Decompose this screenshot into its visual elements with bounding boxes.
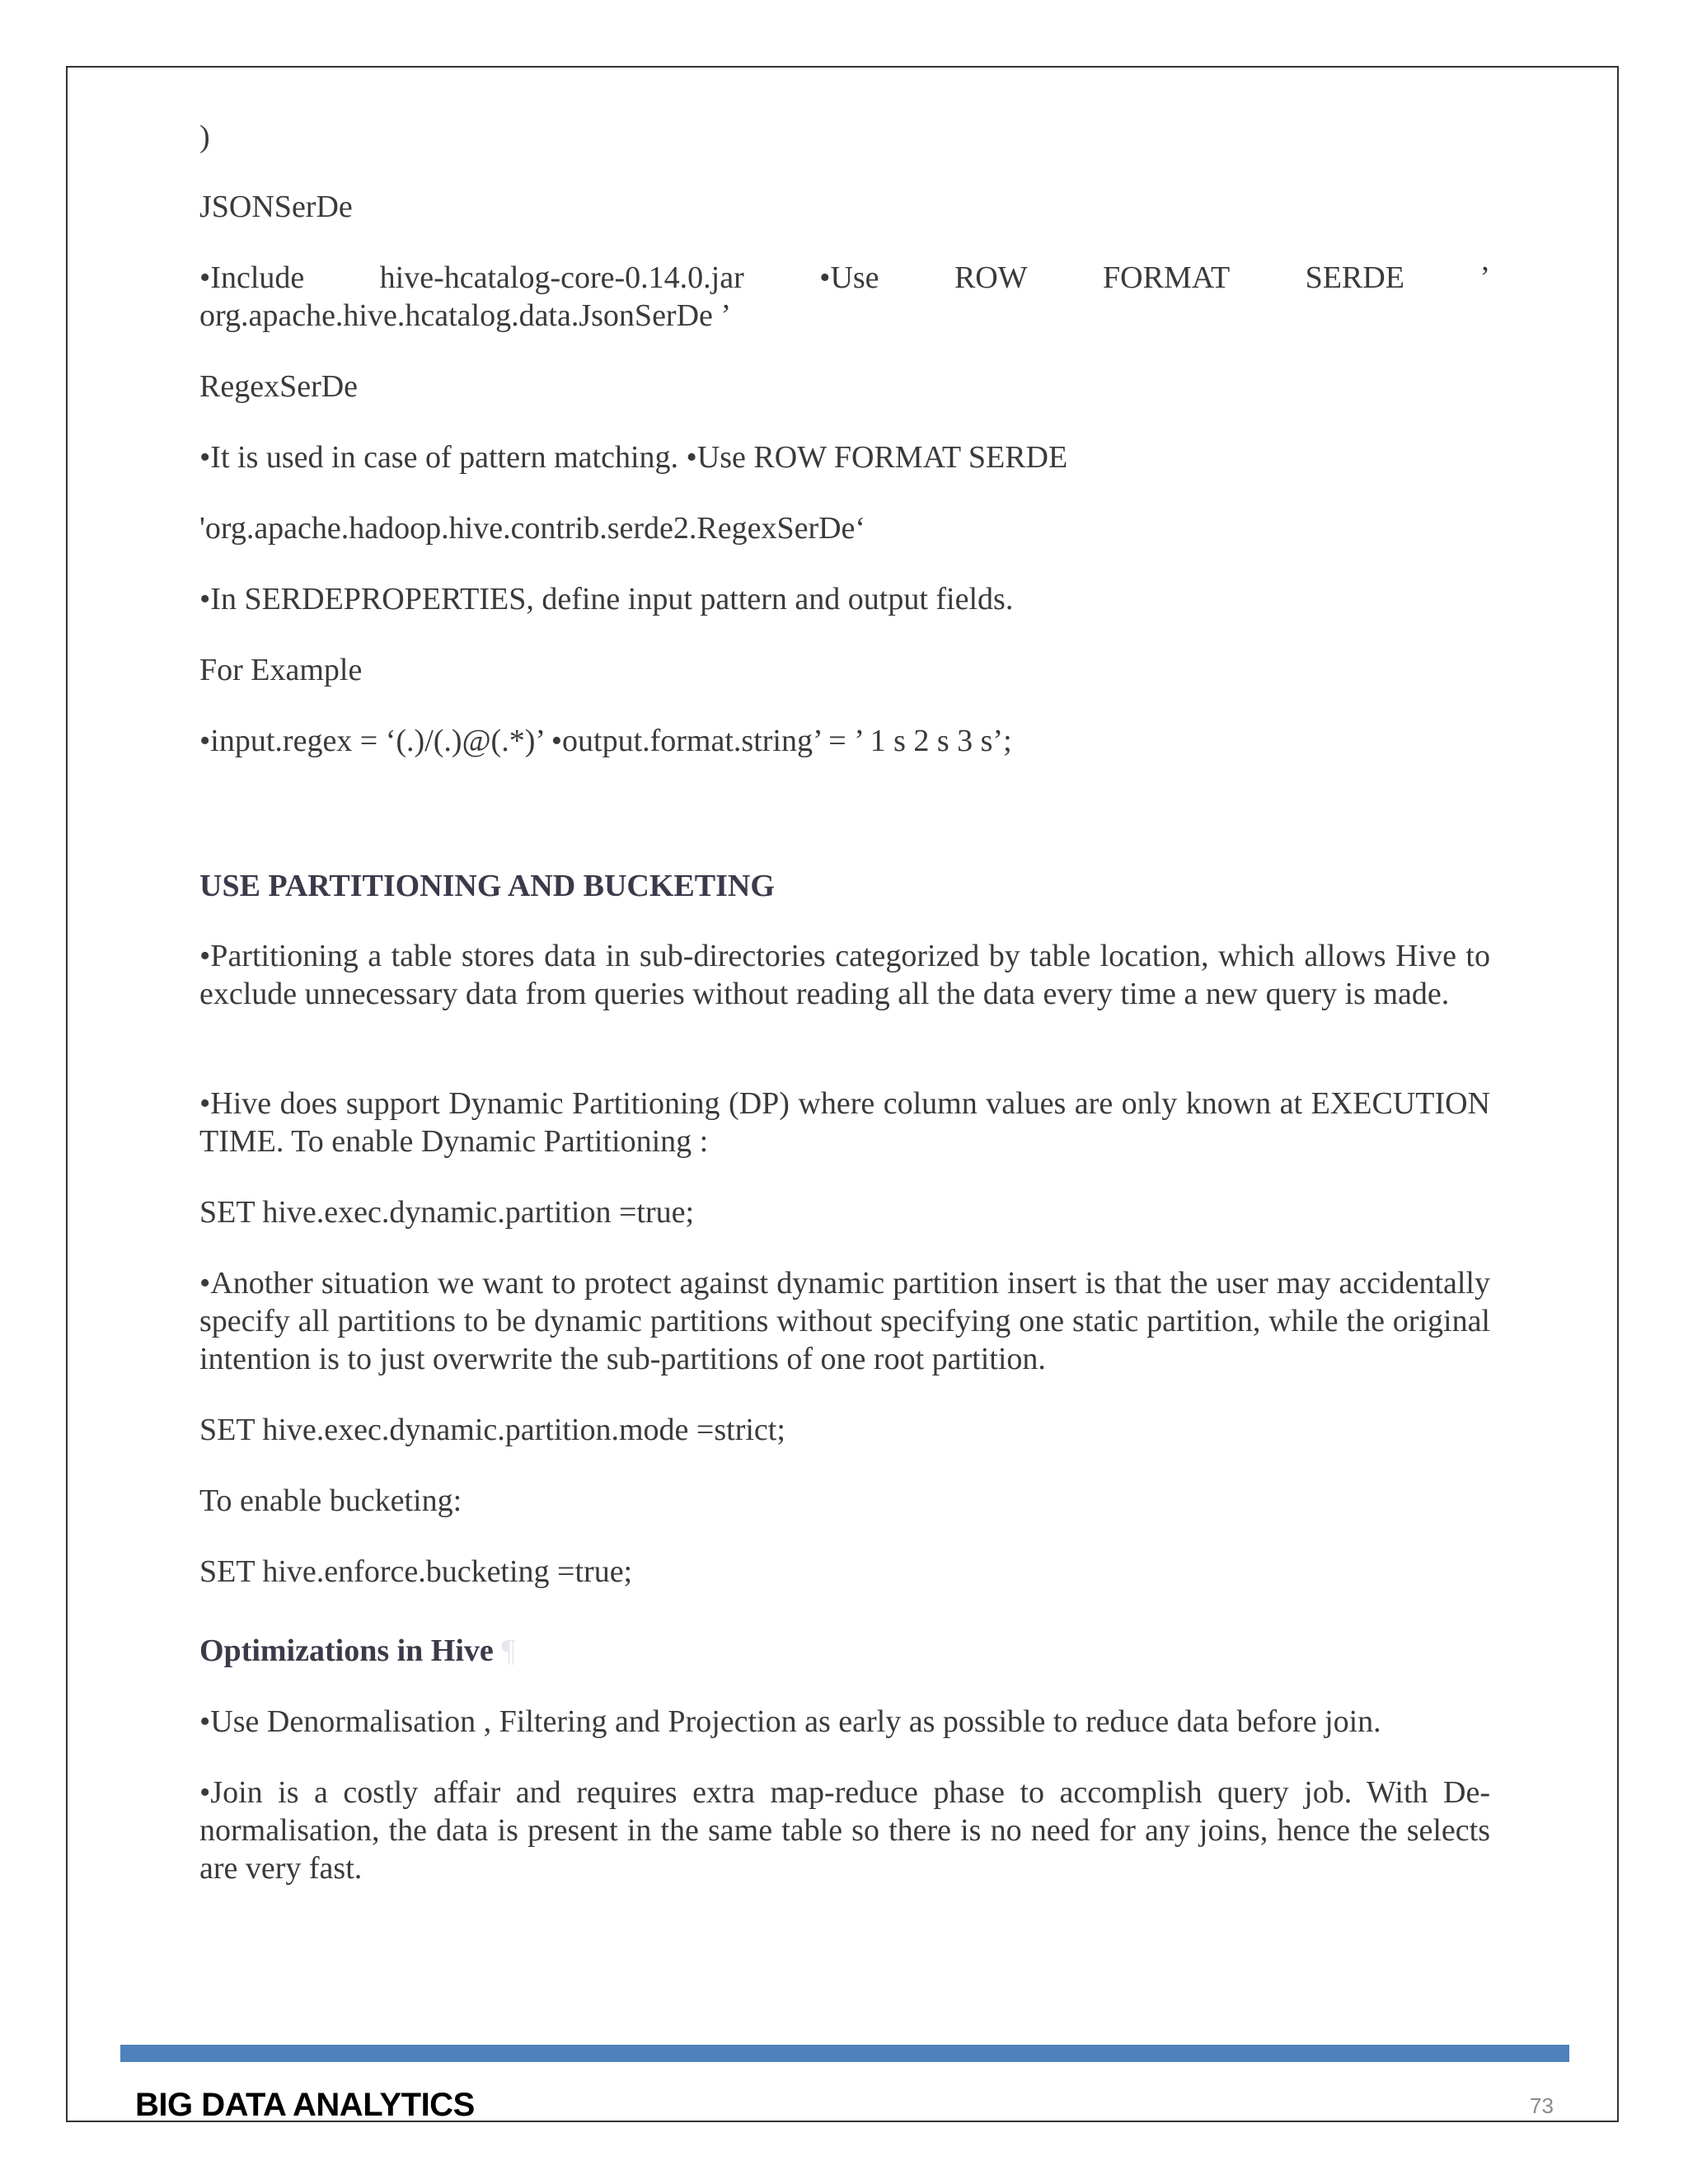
regexserde-usage: •It is used in case of pattern matching. •Use ROW FORMAT SERDE (199, 440, 1068, 475)
optimizations-heading (199, 1632, 1490, 1670)
join-cost-paragraph: •Join is a costly affair and requires extra map-reduce phase to accomplish query job. With De-normalisation, the data is present in the same table so there is no need for any joins, hence the selects are very fast. (199, 1775, 1490, 1886)
serdeproperties-note: •In SERDEPROPERTIES, define input pattern and output fields. (199, 582, 1014, 616)
word: ROW (954, 260, 1028, 295)
denormalisation-paragraph: •Use Denormalisation , Filtering and Projection as early as possible to reduce data before join. (199, 1704, 1381, 1739)
word: SERDE (1305, 260, 1404, 295)
word: FORMAT (1103, 260, 1231, 295)
optimizations-heading-text: Optimizations in Hive (199, 1633, 494, 1668)
regexserde-heading: RegexSerDe (199, 369, 359, 404)
set-enforce-bucketing: SET hive.enforce.bucketing =true; (199, 1554, 633, 1589)
word: hive-hcatalog-core-0.14.0.jar (379, 260, 744, 295)
regex-example: •input.regex = ‘(.)/(.)@(.*)’ •output.format.string’ = ’ 1 s 2 s 3 s’; (199, 724, 1012, 758)
example-label: For Example (199, 653, 363, 687)
jsonserde-heading: JSONSerDe (199, 190, 353, 224)
set-dynamic-partition: SET hive.exec.dynamic.partition =true; (199, 1195, 695, 1230)
word: ’ (1479, 260, 1490, 295)
bucketing-label: To enable bucketing: (199, 1483, 462, 1518)
footer-accent-bar (120, 2045, 1569, 2062)
set-partition-mode: SET hive.exec.dynamic.partition.mode =strict; (199, 1413, 785, 1447)
closing-paren: ) (199, 120, 210, 154)
word: •Include (199, 260, 305, 295)
word: •Use (819, 260, 879, 295)
jsonserde-line-1 (199, 259, 1490, 297)
paragraph-mark: ¶ (501, 1633, 516, 1668)
jsonserde-line-2: org.apache.hive.hcatalog.data.JsonSerDe ’ (199, 298, 732, 333)
jsonserde-paragraph (199, 259, 1490, 335)
page-number: 73 (1530, 2093, 1554, 2118)
partitioning-paragraph: •Partitioning a table stores data in sub-directories categorized by table location, which allows Hive to exclude unnecessary data from queries without reading all the data every time a new query is made. (199, 939, 1490, 1011)
protect-partition-paragraph: •Another situation we want to protect against dynamic partition insert is that the user may accidentally specify all partitions to be dynamic partitions without specifying one static partition, while the original intention is to just overwrite the sub-partitions of one root partition. (199, 1266, 1490, 1376)
regexserde-class: 'org.apache.hadoop.hive.contrib.serde2.RegexSerDe‘ (199, 511, 866, 546)
footer-title: BIG DATA ANALYTICS (135, 2087, 475, 2123)
dynamic-partitioning-paragraph: •Hive does support Dynamic Partitioning (DP) where column values are only known at EXECUTION TIME. To enable Dynamic Partitioning : (199, 1086, 1490, 1159)
partitioning-heading: USE PARTITIONING AND BUCKETING (199, 869, 775, 903)
